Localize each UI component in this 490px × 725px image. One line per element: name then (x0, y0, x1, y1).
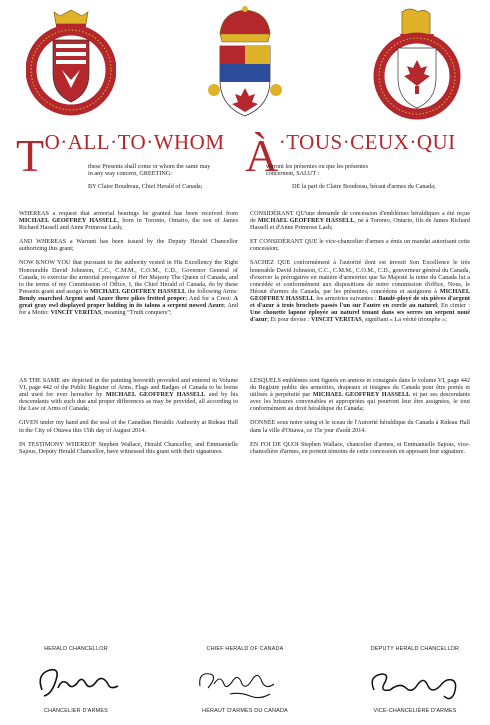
french-donnee-paragraph: DONNÉE sous notre seing et le sceau de l'Autorité héraldique du Canada à Rideau Hall dans la ville d'Ottawa, ce 15e jour d'août 2014. (250, 419, 470, 434)
chief-herald-arms-emblem (200, 4, 290, 120)
english-intro-by: BY Claire Boudreau, Chief Herald of Canada; (88, 183, 203, 191)
center-signatory-title-french: HÉRAUT D'ARMES DU CANADA (202, 708, 288, 714)
deputy-herald-arms-emblem (372, 4, 462, 120)
french-drop-cap: À (245, 130, 279, 181)
french-mandat-paragraph: ET CONSIDÉRANT QUE le vice-chancelier d'armes a émis un mandat autorisant cette concession; (250, 238, 470, 253)
french-heading-text: ·TOUS·CEUX·QUI (278, 130, 456, 154)
english-intro-line-1: these Presents shall come or whom the same may (88, 163, 211, 170)
french-intro-by: DE la part de Claire Boudreau, héraut d'armes du Canada; (292, 183, 436, 191)
french-registre-paragraph: LESQUELS emblèmes sont figurés en annexe et consignés dans le volume VI, page 442 du Registre public des armoiries, drapeaux et insignes du Canada pour être portés et utilisés à perpétuité par MICHAEL GEOFFREY HASSELL et par ses descendants avec les brisures convenables et appropriées qui pourront leur être assignées, le tout conformément au droit héraldique du Canada; (250, 377, 470, 413)
english-body-lower (19, 377, 238, 462)
deputy-herald-chancellor-signature (360, 660, 470, 704)
herald-chancellor-signature (22, 660, 132, 704)
english-heading-text: O·ALL·TO·WHOM (44, 130, 225, 154)
french-body (250, 210, 470, 330)
herald-chancellor-arms-emblem (26, 4, 116, 120)
french-intro (266, 163, 470, 190)
right-signatory-title: DEPUTY HERALD CHANCELLOR (370, 646, 460, 652)
french-body-lower (250, 377, 470, 462)
english-body (19, 210, 238, 323)
english-grant-paragraph: NOW KNOW YOU that pursuant to the authority vested in His Excellency the Right Honourable David Johnston, C.C., C.M.M., C.O.M., C.D., Governor General of Canada, to exercise the armorial prerogative of Her Majesty The Queen of Canada, and to the terms of my Commission of Office, I, the Chief Herald of Canada, do by these Presents grant and assign to MICHAEL GEOFFREY HASSELL the following Arms: Bendy enarched Argent and Azure three pikes fretted proper; And for a Crest: A great gray owl displayed proper holding in its talons a serpent nowed Azure; And for a Motto: VINCIT VERITAS, meaning “Truth conquers”; (19, 259, 238, 317)
french-intro-line-2: concernent, SALUT : (266, 170, 320, 178)
english-register-paragraph: AS THE SAME are depicted in the painting herewith provided and entered in Volume VI, page 442 of the Public Register of Arms, Flags and Badges of Canada to be borne and used for ever hereafter by MICHAEL GEOFFREY HASSELL and by his descendants with such due and proper differences as may be provided, all according to the Law of Arms of Canada; (19, 377, 238, 413)
right-signatory-title-french: VICE-CHANCELIÈRE D'ARMES (373, 708, 457, 714)
english-whereas-paragraph: WHEREAS a request that armorial bearings be granted has been received from MICHAEL GEOFFREY HASSELL, born in Toronto, Ontario, the son of James Richard Hassell and Anne Primrose Lash; (19, 210, 238, 232)
english-testimony-paragraph: IN TESTIMONY WHEREOF Stephen Wallace, Herald Chancellor, and Emmanuelle Sajous, Deputy Herald Chancellor, have witnessed this grant with their signatures. (19, 440, 238, 455)
english-given-paragraph: GIVEN under my hand and the seal of the Canadian Heraldic Authority at Rideau Hall in the City of Ottawa this 15th day of August 2014. (19, 419, 238, 434)
english-intro-line-2: in any way concern, GREETING: (88, 170, 173, 178)
french-considerant-paragraph: CONSIDÉRANT QU'une demande de concession d'emblèmes héraldiques a été reçue de MICHAEL GEOFFREY HASSELL, né à Toronto, Ontario, fils de James Richard Hassell et d'Anne Primrose Lash; (250, 210, 470, 232)
english-intro (88, 163, 238, 190)
left-signatory-title: HERALD CHANCELLOR (44, 646, 108, 652)
center-signatory-title: CHIEF HERALD OF CANADA (206, 646, 284, 652)
french-concession-paragraph: SACHEZ QUE conformément à l'autorité dont est investi Son Excellence le très honorable David Johnston, C.C., C.M.M., C.O.M., C.D., gouverneur général du Canada, d'exercer la prérogative en matière d'armoiries que Sa Majesté la reine du Canada lui a concédée et conformément aux dispositions de notre commission d'office, Nous, le Héraut d'armes du Canada, par les présentes, concédons et assignons à MICHAEL GEOFFREY HASSELL les armoiries suivantes : Bandé-ployé de six pièces d'argent et d'azur à trois brochets passés l'un sur l'autre en cercle au naturel; En cimier : Une chouette lapone éployée au naturel tenant dans ses serres un serpent noué d'azur; Et pour devise : VINCIT VERITAS, signifiant « La vérité triomphe »; (250, 259, 470, 324)
chief-herald-signature (190, 660, 300, 704)
english-drop-cap: T (16, 130, 45, 181)
french-intro-line-1: verront les présentes ou que les présentes (266, 163, 369, 170)
french-foi-paragraph: EN FOI DE QUOI Stephen Wallace, chancelier d'armes, et Emmanuelle Sajous, vice-chancelière d'armes, en portent témoins de cette concession en apposant leur signature. (250, 440, 470, 455)
english-warrant-paragraph: AND WHEREAS a Warrant has been issued by the Deputy Herald Chancellor authorizing this grant; (19, 238, 238, 253)
left-signatory-title-french: CHANCELIER D'ARMES (44, 708, 108, 714)
